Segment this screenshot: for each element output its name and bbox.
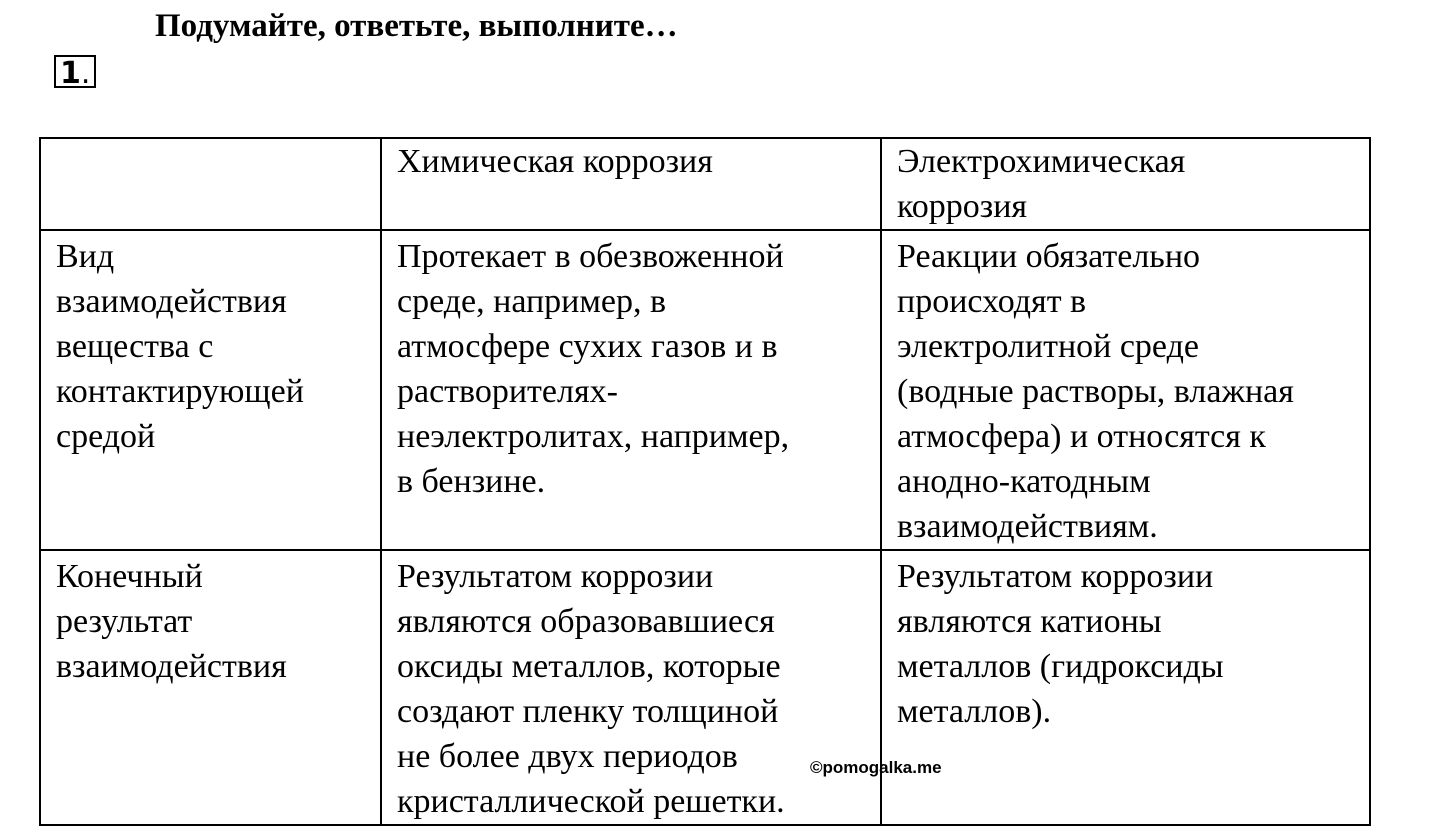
cell-line: создают пленку толщиной <box>397 693 779 730</box>
exercise-heading: Подумайте, ответьте, выполните… <box>155 8 678 44</box>
exercise-number-suffix: . <box>80 56 91 91</box>
cell-line: Реакции обязательно <box>897 238 1201 275</box>
table-row <box>40 550 1370 825</box>
cell-line: Электрохимическая <box>897 143 1186 180</box>
cell-line: кристаллической решетки. <box>397 783 785 820</box>
header-chemical-corrosion <box>381 138 881 230</box>
cell-line: взаимодействия <box>56 283 287 320</box>
table-row <box>40 230 1370 550</box>
cell-electrochemical-interaction <box>881 230 1370 550</box>
cell-electrochemical-result <box>881 550 1370 825</box>
cell-line: (водные растворы, влажная <box>897 373 1294 410</box>
cell-line: коррозия <box>897 188 1028 225</box>
cell-line: Результатом коррозии <box>397 558 714 595</box>
cell-line: происходят в <box>897 283 1087 320</box>
cell-line: Конечный <box>56 558 203 595</box>
cell-line: оксиды металлов, которые <box>397 648 781 685</box>
cell-line: неэлектролитах, например, <box>397 418 790 455</box>
cell-chemical-interaction <box>381 230 881 550</box>
cell-line: Протекает в обезвоженной <box>397 238 784 275</box>
row-label-interaction-type <box>40 230 381 550</box>
cell-line: средой <box>56 418 156 455</box>
cell-line: Результатом коррозии <box>897 558 1214 595</box>
cell-line: взаимодействиям. <box>897 508 1158 545</box>
watermark: ©pomogalka.me <box>810 758 942 777</box>
corrosion-comparison-table <box>39 137 1371 826</box>
cell-line: являются образовавшиеся <box>397 603 775 640</box>
table-header-row <box>40 138 1370 230</box>
cell-line: металлов). <box>897 693 1052 730</box>
cell-line: взаимодействия <box>56 648 287 685</box>
exercise-number-box <box>54 55 96 91</box>
cell-line: среде, например, в <box>397 283 667 320</box>
header-empty-cell <box>40 138 381 230</box>
cell-line: металлов (гидроксиды <box>897 648 1224 685</box>
cell-line: Химическая коррозия <box>397 143 713 180</box>
cell-line: Вид <box>56 238 115 275</box>
cell-line: анодно-катодным <box>897 463 1151 500</box>
cell-chemical-result <box>381 550 881 825</box>
cell-line: вещества с <box>56 328 214 365</box>
cell-line: атмосфере сухих газов и в <box>397 328 778 365</box>
header-electrochemical-corrosion <box>881 138 1370 230</box>
cell-line: результат <box>56 603 193 640</box>
cell-line: являются катионы <box>897 603 1162 640</box>
cell-line: растворителях- <box>397 373 618 410</box>
cell-line: в бензине. <box>397 463 546 500</box>
cell-line: не более двух периодов <box>397 738 738 775</box>
cell-line: электролитной среде <box>897 328 1199 365</box>
cell-line: атмосфера) и относятся к <box>897 418 1266 455</box>
cell-line: контактирующей <box>56 373 304 410</box>
exercise-number: 1 <box>60 56 81 91</box>
row-label-final-result <box>40 550 381 825</box>
